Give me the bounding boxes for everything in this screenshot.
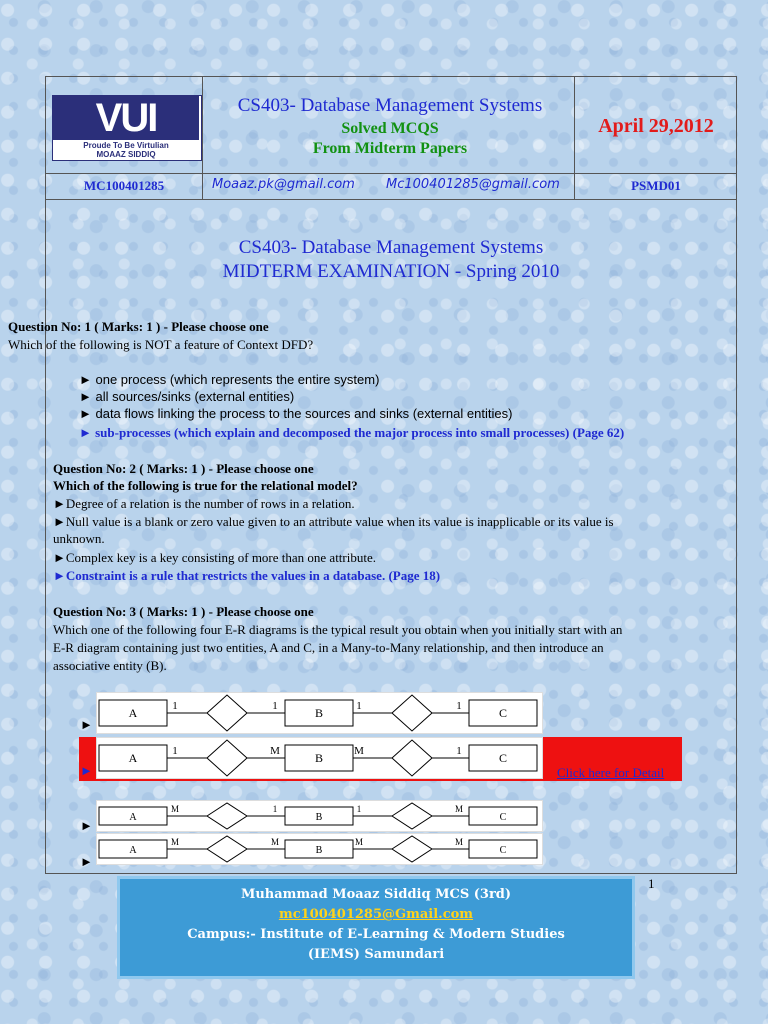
q2-option: ►Null value is a blank or zero value given to an attribute value when its value is inapplicable or its value is xyxy=(53,514,614,529)
footer-campus: Campus:- Institute of E-Learning & Modern Studies xyxy=(187,927,565,942)
cardinality-label: 1 xyxy=(172,745,178,757)
q1-text: Which of the following is NOT a feature of Context DFD? xyxy=(8,337,314,352)
entity-label: C xyxy=(499,845,507,856)
cardinality-label: M xyxy=(454,837,464,847)
er-diagram-1-svg xyxy=(97,693,542,733)
entity-label: A xyxy=(128,706,138,720)
q1-option: ► all sources/sinks (external entities) xyxy=(79,389,295,404)
entity-label: A xyxy=(128,751,138,765)
relationship-diamond xyxy=(207,803,247,829)
exam-title: CS403- Database Management Systems xyxy=(238,237,544,258)
q2-text: Which of the following is true for the relational model? xyxy=(53,478,358,493)
relationship-diamond xyxy=(392,836,432,862)
q3-text-line: associative entity (B). xyxy=(53,658,167,673)
q2-answer: ►Constraint is a rule that restricts the values in a database. (Page 18) xyxy=(53,568,441,583)
q3-header: Question No: 3 ( Marks: 1 ) - Please choose one xyxy=(53,604,314,619)
logo-mark: VUI xyxy=(53,96,199,140)
cardinality-label: 1 xyxy=(272,804,278,814)
er-diagram xyxy=(96,692,543,734)
cardinality-label: 1 xyxy=(272,700,278,712)
relationship-diamond xyxy=(207,740,247,776)
footer-name: Muhammad Moaaz Siddiq MCS (3rd) xyxy=(240,887,512,902)
course-title: CS403- Database Management Systems xyxy=(237,95,543,116)
relationship-diamond xyxy=(392,740,432,776)
er-diagram xyxy=(96,833,543,865)
cardinality-label: M xyxy=(354,745,364,757)
relationship-diamond xyxy=(392,695,432,731)
cardinality-label: M xyxy=(270,837,280,847)
cardinality-label: 1 xyxy=(356,804,362,814)
cardinality-label: 1 xyxy=(456,745,462,757)
header-table xyxy=(46,77,736,174)
q1-answer: ► sub-processes (which explain and decomposed the major process into small processes) (Page 62) xyxy=(79,425,625,440)
entity-label: B xyxy=(314,706,324,720)
entity-label: C xyxy=(499,812,507,823)
q2-option: ►Complex key is a key consisting of more than one attribute. xyxy=(53,550,376,565)
cardinality-label: 1 xyxy=(456,700,462,712)
cardinality-label: 1 xyxy=(356,700,362,712)
entity-label: C xyxy=(498,751,508,765)
q2-option-cont: unknown. xyxy=(53,531,105,546)
email-link-2[interactable]: Mc100401285@gmail.com xyxy=(386,177,560,192)
email-link-1[interactable]: Moaaz.pk@gmail.com xyxy=(212,177,355,192)
cardinality-label: M xyxy=(354,837,364,847)
footer-banner xyxy=(117,876,635,979)
footer-location: (IEMS) Samundari xyxy=(307,947,445,962)
header-date: April 29,2012 xyxy=(598,115,714,137)
er-diagram xyxy=(96,800,543,832)
q1-option: ► data flows linking the process to the sources and sinks (external entities) xyxy=(79,406,513,421)
entity-label: B xyxy=(315,845,323,856)
relationship-diamond xyxy=(207,836,247,862)
logo-tagline: Proude To Be Virtulian xyxy=(83,141,169,150)
q1-option: ► one process (which represents the entire system) xyxy=(79,372,380,387)
detail-link[interactable]: Click here for Detail xyxy=(557,765,665,780)
entity-label: A xyxy=(129,812,137,823)
entity-label: C xyxy=(498,706,508,720)
subtitle-solved: Solved MCQS xyxy=(341,120,439,137)
cardinality-label: M xyxy=(170,804,180,814)
exam-subtitle: MIDTERM EXAMINATION - Spring 2010 xyxy=(222,261,560,282)
cardinality-label: 1 xyxy=(172,700,178,712)
q2-option: ►Degree of a relation is the number of rows in a relation. xyxy=(53,496,355,511)
page-number: 1 xyxy=(648,876,655,891)
option-arrow: ► xyxy=(80,854,93,869)
relationship-diamond xyxy=(207,695,247,731)
q2-header: Question No: 2 ( Marks: 1 ) - Please choose one xyxy=(53,461,314,476)
cardinality-label: M xyxy=(170,837,180,847)
entity-label: B xyxy=(314,751,324,765)
q3-text-line: E-R diagram containing just two entities, A and C, in a Many-to-Many relationship, and then introduce an xyxy=(53,640,604,655)
option-arrow: ► xyxy=(80,763,93,778)
vu-logo xyxy=(52,95,202,161)
option-arrow: ► xyxy=(80,717,93,732)
option-arrow: ► xyxy=(80,818,93,833)
er-diagram-3-svg xyxy=(97,801,542,831)
logo-author: MOAAZ SIDDIQ xyxy=(96,150,156,159)
info-row xyxy=(46,173,736,200)
q1-header: Question No: 1 ( Marks: 1 ) - Please choose one xyxy=(8,319,269,334)
entity-label: B xyxy=(315,812,323,823)
student-id: MC100401285 xyxy=(83,178,165,193)
q3-text-line: Which one of the following four E-R diagrams is the typical result you obtain when you initially start with an xyxy=(53,622,623,637)
paper-code: PSMD01 xyxy=(631,178,681,193)
cardinality-label: M xyxy=(270,745,280,757)
er-diagram-2-svg xyxy=(97,738,542,778)
er-diagram-4-svg xyxy=(97,834,542,864)
er-diagram xyxy=(96,737,543,779)
subtitle-from: From Midterm Papers xyxy=(312,140,468,157)
footer-email[interactable]: mc100401285@Gmail.com xyxy=(278,907,474,922)
relationship-diamond xyxy=(392,803,432,829)
entity-label: A xyxy=(129,845,137,856)
cardinality-label: M xyxy=(454,804,464,814)
